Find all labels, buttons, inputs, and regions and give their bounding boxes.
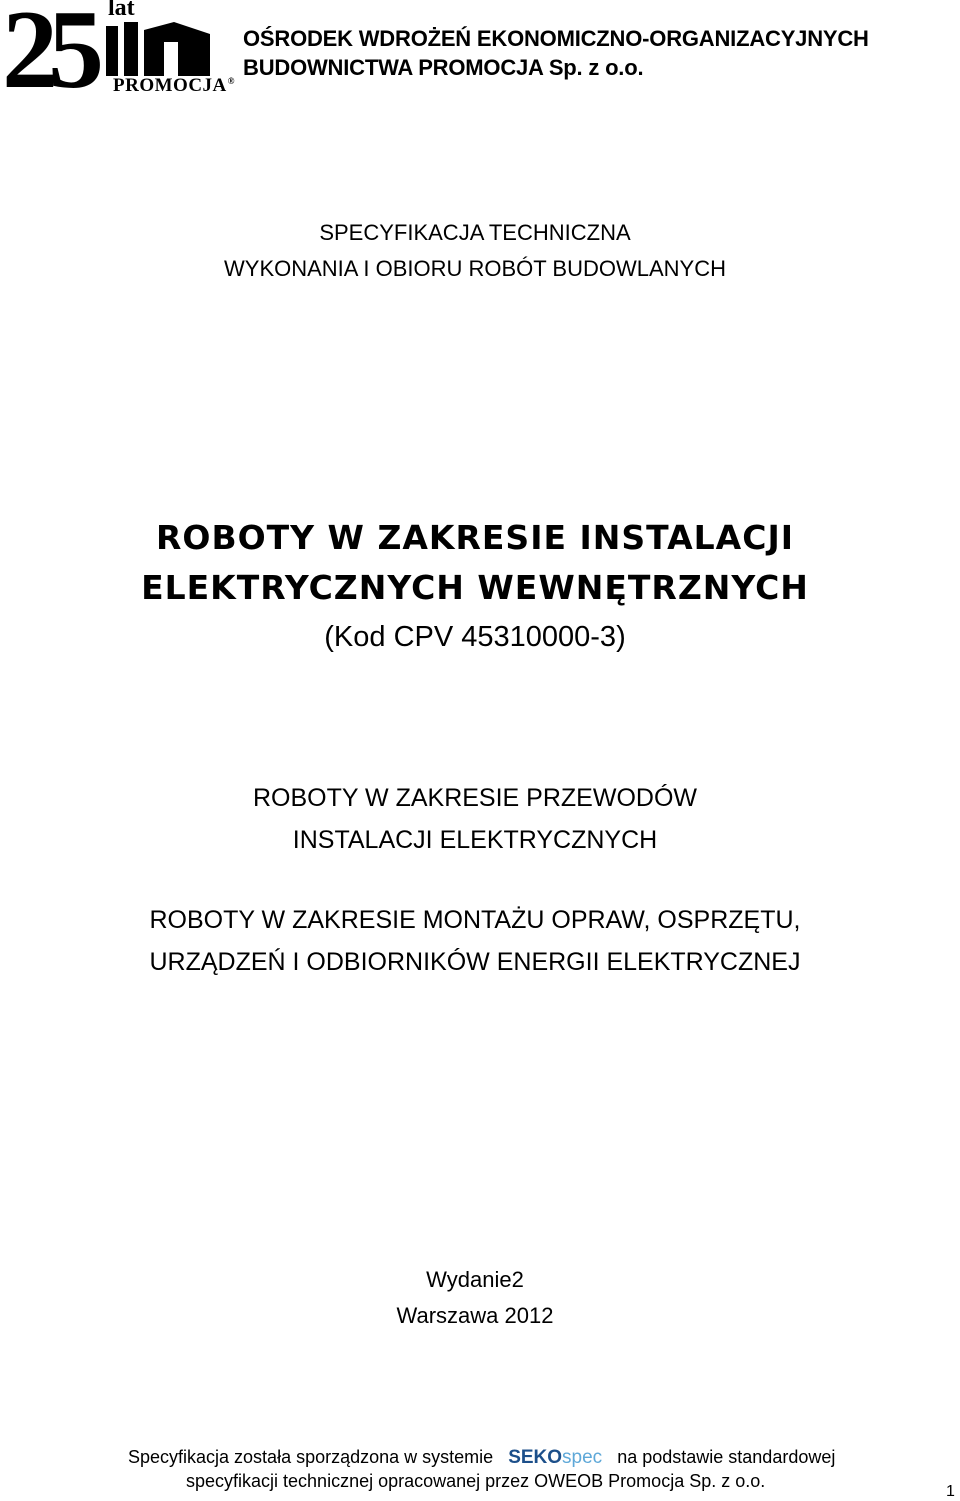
registered-mark: ® [227, 75, 235, 86]
logo-number: 25 [2, 0, 94, 112]
logo-brand-text: PROMOCJA [113, 75, 227, 96]
section-2-line-1: ROBOTY W ZAKRESIE MONTAŻU OPRAW, OSPRZĘTU, [149, 906, 801, 934]
edition: Wydanie2 [426, 1267, 524, 1292]
footer-text-after: na podstawie standardowej [617, 1447, 836, 1467]
footer-line-1 [128, 1446, 835, 1469]
main-title-line-1: ROBOTY W ZAKRESIE INSTALACJI [155, 518, 795, 557]
logo-lat: lat [108, 0, 135, 21]
company-line-1: OŚRODEK WDROŻEŃ EKONOMICZNO-ORGANIZACYJNYCH [243, 26, 869, 51]
sekospec-logo-part-2: spec [562, 1447, 603, 1468]
page-number: 1 [946, 1483, 955, 1500]
company-name [243, 24, 869, 82]
main-title-line-2: ELEKTRYCZNYCH WEWNĘTRZNYCH [141, 568, 809, 607]
company-logo [0, 0, 235, 112]
section-1-line-2: INSTALACJI ELEKTRYCZNYCH [292, 826, 658, 854]
section-2-line-2: URZĄDZEŃ I ODBIORNIKÓW ENERGII ELEKTRYCZNEJ [149, 948, 801, 976]
place-year: Warszawa 2012 [396, 1303, 554, 1328]
footer-line-2: specyfikacji technicznej opracowanej przez OWEOB Promocja Sp. z o.o. [186, 1471, 766, 1491]
section-1-line-1: ROBOTY W ZAKRESIE PRZEWODÓW [252, 784, 697, 812]
cpv-code: (Kod CPV 45310000-3) [324, 621, 626, 653]
house-icon [104, 20, 216, 78]
spec-title-line-2: WYKONANIA I OBIORU ROBÓT BUDOWLANYCH [224, 256, 726, 281]
company-line-2: BUDOWNICTWA PROMOCJA Sp. z o.o. [243, 55, 644, 80]
sekospec-logo-part-1: SEKO [508, 1447, 563, 1468]
footer-text-before: Specyfikacja została sporządzona w systemie [128, 1447, 494, 1467]
spec-title-line-1: SPECYFIKACJA TECHNICZNA [319, 220, 631, 245]
logo-brand [113, 76, 235, 95]
